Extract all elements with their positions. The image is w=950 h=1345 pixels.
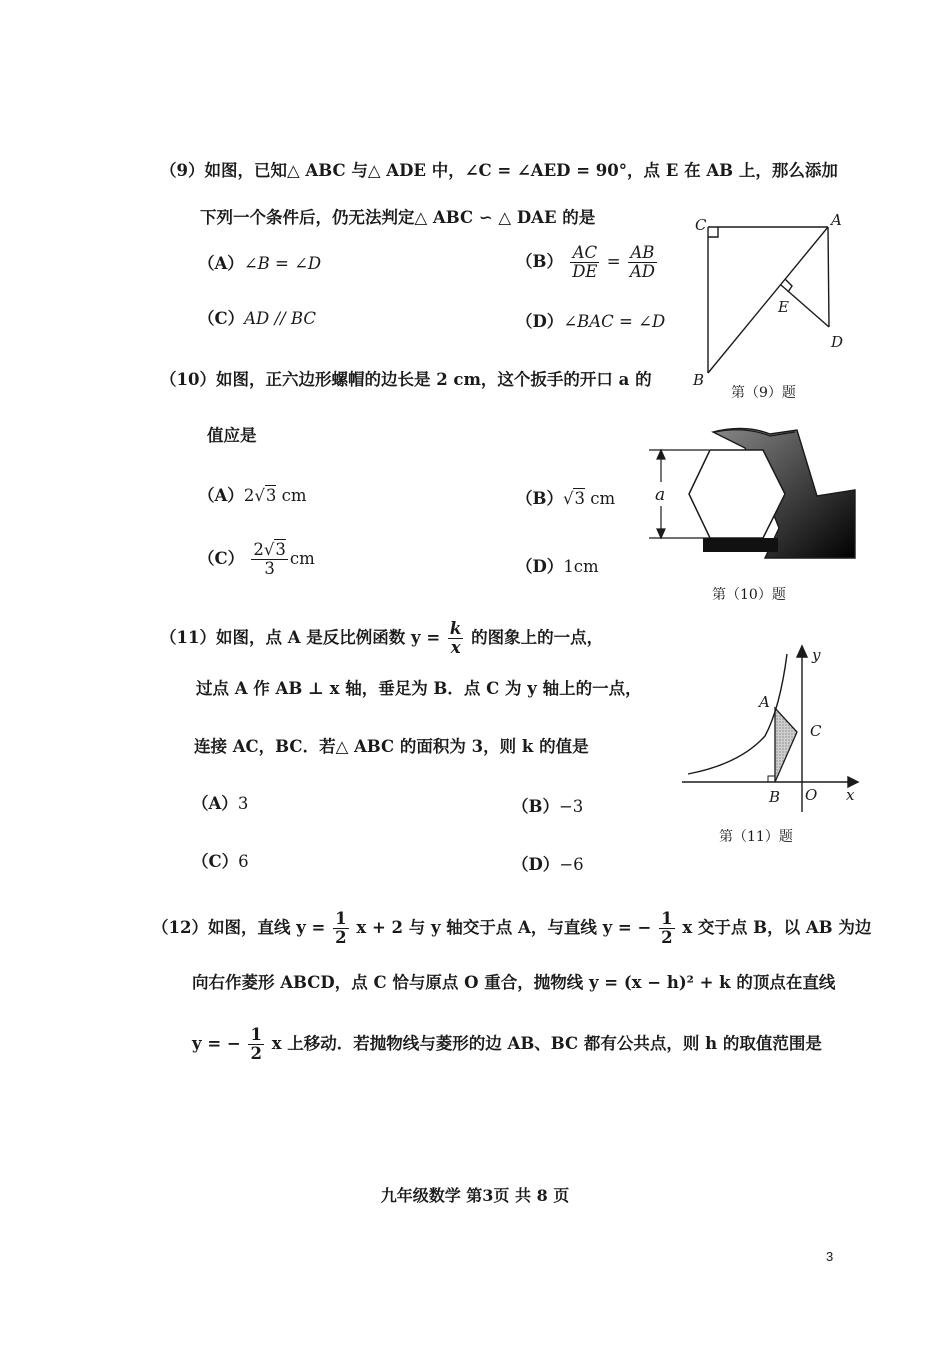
page-number: 3 [826, 1249, 834, 1264]
q10-stem-line2: 值应是 [207, 426, 257, 445]
q9-option-d [516, 311, 665, 333]
arrowhead-up [657, 450, 665, 459]
denominator: x [450, 638, 461, 657]
triangle-abc [775, 708, 797, 782]
coefficient: 2 [243, 486, 255, 505]
fraction [628, 244, 657, 281]
radicand: 3 [275, 540, 286, 559]
q10-option-d [516, 556, 599, 578]
q9-stem-line2: 下列一个条件后，仍无法判定△ ABC ∽ △ DAE 的是 [200, 208, 596, 227]
option-text: −6 [559, 855, 584, 874]
q12-line2: 向右作菱形 ABCD，点 C 恰与原点 O 重合，抛物线 y = (x − h)² + k 的顶点在直线 [192, 973, 836, 992]
wrench-jaw [703, 538, 778, 552]
option-text: ∠B = ∠D [243, 254, 322, 273]
fraction [248, 1026, 263, 1063]
q10-option-b [516, 488, 615, 510]
radicand: 3 [574, 489, 585, 508]
q11-caption: 第（11）题 [719, 829, 793, 845]
denominator: 2 [335, 928, 347, 947]
numerator: k [449, 619, 462, 638]
q9-option-b [516, 244, 659, 281]
label-c: C [810, 722, 822, 740]
q9-option-a [198, 253, 321, 275]
numerator: 1 [661, 909, 673, 928]
option-text: ∠BAC = ∠D [563, 312, 666, 331]
radicand: 3 [265, 486, 277, 505]
stem-text: x 上移动．若抛物线与菱形的边 AB、BC 都有公共点，则 h 的取值范围是 [271, 1034, 822, 1053]
fraction [570, 244, 599, 281]
label-y: y [812, 646, 821, 664]
y-axis-arrow [797, 646, 807, 657]
sqrt-sign: √ [562, 489, 574, 508]
denominator: 2 [250, 1044, 262, 1063]
option-label: （A） [192, 794, 238, 813]
q9-caption: 第（9）题 [731, 385, 796, 401]
fraction [251, 541, 288, 578]
label-a-width: a [655, 485, 666, 505]
unit: cm [584, 489, 616, 508]
denominator: 3 [264, 559, 275, 578]
q11-stem-line1 [160, 620, 603, 657]
q10-option-c [198, 541, 315, 578]
sqrt-sign: √ [254, 486, 265, 505]
q9-option-c [198, 308, 316, 330]
unit: cm [276, 486, 307, 505]
arrowhead-down [657, 529, 665, 538]
option-text: 1cm [563, 557, 599, 576]
option-label: （B） [516, 489, 563, 508]
q9-stem-line1: （9）如图，已知△ ABC 与△ ADE 中，∠C = ∠AED = 90°，点 E 在 AB 上，那么添加 [160, 161, 838, 180]
option-label: （B） [516, 252, 563, 271]
label-b: B [693, 371, 705, 389]
unit: cm [289, 549, 315, 568]
option-text: 3 [237, 794, 249, 813]
denominator: AD [629, 262, 655, 281]
option-label: （D） [512, 855, 560, 874]
option-label: （A） [198, 486, 244, 505]
option-text: AD // BC [244, 309, 316, 328]
numerator: AB [628, 244, 657, 263]
label-d: D [831, 333, 844, 351]
label-x: x [846, 786, 855, 804]
q11-option-c [192, 851, 249, 873]
stem-text: 的图象上的一点， [471, 628, 604, 647]
page-footer: 九年级数学 第3页 共 8 页 [380, 1186, 570, 1205]
option-text: 6 [238, 852, 249, 871]
option-label: （C） [198, 309, 245, 328]
coefficient: 2 [253, 540, 264, 559]
denominator: DE [572, 262, 598, 281]
q10-caption: 第（10）题 [712, 587, 786, 603]
label-c: C [695, 216, 707, 234]
stem-text: x 交于点 B，以 AB 为边 [682, 918, 872, 937]
q11-option-b [512, 796, 583, 818]
option-label: （B） [512, 797, 559, 816]
numerator: AC [570, 244, 599, 263]
label-a: A [759, 693, 770, 711]
q11-stem-line3: 连接 AC，BC．若△ ABC 的面积为 3，则 k 的值是 [194, 737, 589, 756]
right-angle-b [768, 776, 775, 782]
q11-option-a [192, 793, 248, 815]
hyperbola-curve [688, 654, 787, 774]
stem-text: （12）如图，直线 y = [152, 918, 326, 937]
fraction [659, 910, 674, 947]
right-angle-c [708, 227, 718, 237]
q11-figure [680, 640, 865, 815]
numerator: 2√3 [253, 540, 286, 559]
option-label: （D） [516, 312, 564, 331]
fraction [333, 910, 348, 947]
option-label: （C） [198, 549, 245, 568]
denominator: 2 [661, 928, 673, 947]
stem-text: （11）如图，点 A 是反比例函数 y = [160, 628, 441, 647]
q9-figure [690, 205, 860, 390]
label-b: B [769, 788, 781, 806]
q10-option-a [198, 485, 306, 507]
stem-text: x + 2 与 y 轴交于点 A，与直线 y = − [356, 918, 652, 937]
numerator: 1 [335, 909, 347, 928]
option-label: （D） [516, 557, 564, 576]
q12-line1 [152, 910, 871, 947]
q10-stem-line1: （10）如图，正六边形螺帽的边长是 2 cm，这个扳手的开口 a 的 [160, 370, 652, 389]
q10-figure [645, 418, 860, 563]
segment-ab [708, 227, 828, 373]
q11-option-d [512, 854, 584, 876]
equals: = [606, 252, 621, 271]
stem-text: y = − [192, 1034, 241, 1053]
q12-line3 [192, 1026, 822, 1063]
segment-ad [828, 227, 829, 327]
option-text: −3 [558, 797, 584, 816]
option-label: （C） [192, 852, 239, 871]
fraction [448, 620, 463, 657]
label-o: O [805, 786, 818, 804]
q11-stem-line2: 过点 A 作 AB ⊥ x 轴，垂足为 B．点 C 为 y 轴上的一点， [196, 679, 642, 698]
label-e: E [778, 298, 789, 316]
numerator: 1 [250, 1025, 262, 1044]
label-a: A [831, 211, 842, 229]
option-label: （A） [198, 254, 244, 273]
